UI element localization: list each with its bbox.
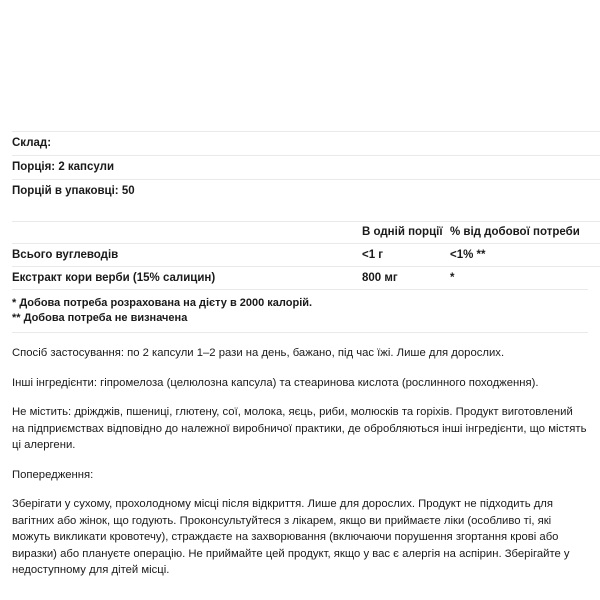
column-header-amount-per-serving: В одній порції xyxy=(362,222,450,244)
table-row xyxy=(12,267,600,290)
table-footnotes xyxy=(12,289,588,326)
column-header-percent-daily-value: % від добової потреби xyxy=(450,222,600,244)
column-header-nutrient xyxy=(12,222,362,244)
nutrient-amount: 800 мг xyxy=(362,267,450,290)
warning-heading: Попередження: xyxy=(12,468,94,481)
table-spacer-cell xyxy=(12,203,600,222)
nutrient-amount: <1 г xyxy=(362,244,450,267)
table-row-servings-per-container xyxy=(12,180,600,204)
label-body-text xyxy=(12,333,588,579)
directions-paragraph: Спосіб застосування: по 2 капсули 1–2 рази на день, бажано, під час їжі. Лише для дорослих. xyxy=(12,347,505,359)
table-spacer-row xyxy=(12,203,600,222)
footnote-daily-value: * Добова потреба розрахована на дієту в 2000 калорій. xyxy=(12,297,313,309)
supplement-facts-table xyxy=(12,131,600,289)
table-header-row xyxy=(12,222,600,244)
nutrient-daily-value: <1% ** xyxy=(450,244,600,267)
table-row xyxy=(12,244,600,267)
servings-per-container-label: Порцій в упаковці: 50 xyxy=(12,180,600,204)
serving-size-label: Порція: 2 капсули xyxy=(12,156,600,180)
nutrient-name: Всього вуглеводів xyxy=(12,244,362,267)
nutrient-name: Екстракт кори верби (15% салицин) xyxy=(12,267,362,290)
other-ingredients-paragraph: Інші інгредієнти: гіпромелоза (целюлозна капсула) та стеаринова кислота (рослинного походження). xyxy=(12,376,539,389)
table-row-composition xyxy=(12,132,600,156)
composition-label: Склад: xyxy=(12,132,600,156)
top-spacer xyxy=(12,0,588,131)
nutrient-daily-value: * xyxy=(450,267,600,290)
warning-paragraph: Зберігати у сухому, прохолодному місці після відкриття. Лише для дорослих. Продукт не підходить для вагітних або жінок, що годують. Проконсультуйтеся з лікарем, якщо ви приймаєте ліки (особливо ті, які можуть викликати кровотечу), страждаєте на захворювання (включаючи порушення згортання крові або виразки) або плануєте операцію. Не приймайте цей продукт, якщо у вас є алергія на аспірин. Зберігайте у недоступному для дітей місці. xyxy=(12,498,570,576)
allergens-paragraph: Не містить: дріжджів, пшениці, глютену, сої, молока, яєць, риби, молюсків та горіхів. Продукт виготовлений на підприємствах відповідно до належної виробничої практики, де обробляються інші інгредієнти, що містять ці алергени. xyxy=(12,406,587,451)
table-row-serving-size xyxy=(12,156,600,180)
footnote-not-established: ** Добова потреба не визначена xyxy=(12,312,188,324)
